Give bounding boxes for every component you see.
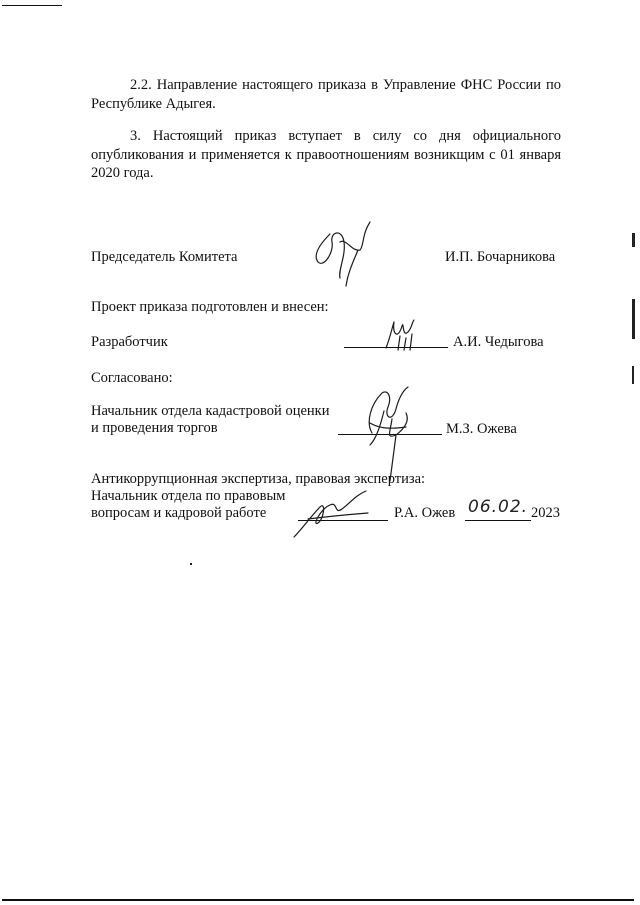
paragraph-3: 3. Настоящий приказ вступает в силу со дня официального опубликования и применяется к правоотношениям возникщим с 01 января 2020 года. (91, 128, 561, 181)
developer-signature (378, 318, 423, 352)
prepared-by-label: Проект приказа подготовлен и внесен: (91, 299, 329, 315)
legal-head-signature (290, 485, 372, 541)
bottom-scan-line (2, 899, 634, 901)
cadastral-head-signature (362, 383, 417, 483)
legal-head-name: Р.А. Ожев (394, 505, 456, 521)
cadastral-head-title-line2: и проведения торгов (91, 420, 218, 436)
edge-mark (632, 299, 635, 339)
date-underline (465, 520, 531, 521)
paragraph-2-2: 2.2. Направление настоящего приказа в Управление ФНС России по Республике Адыгея. (91, 77, 561, 112)
cadastral-head-name: М.З. Ожева (446, 421, 517, 437)
chairman-signature (300, 212, 375, 292)
handwritten-date: 06.02. (468, 497, 529, 517)
top-scan-line (2, 5, 62, 6)
chairman-title: Председатель Комитета (91, 249, 238, 265)
cadastral-head-title-line1: Начальник отдела кадастровой оценки (91, 403, 330, 419)
legal-head-title-line2: вопросам и кадровой работе (91, 505, 267, 521)
chairman-name: И.П. Бочарникова (445, 249, 556, 265)
developer-name: А.И. Чедыгова (453, 334, 544, 350)
edge-mark (632, 233, 635, 247)
speck (190, 563, 192, 565)
developer-title: Разработчик (91, 334, 168, 350)
legal-head-title-line1: Начальник отдела по правовым (91, 488, 286, 504)
edge-mark (632, 366, 634, 384)
signature-year: 2023 (531, 505, 560, 521)
agreed-label: Согласовано: (91, 370, 173, 386)
expertise-label: Антикоррупционная экспертиза, правовая экспертиза: (91, 471, 426, 487)
